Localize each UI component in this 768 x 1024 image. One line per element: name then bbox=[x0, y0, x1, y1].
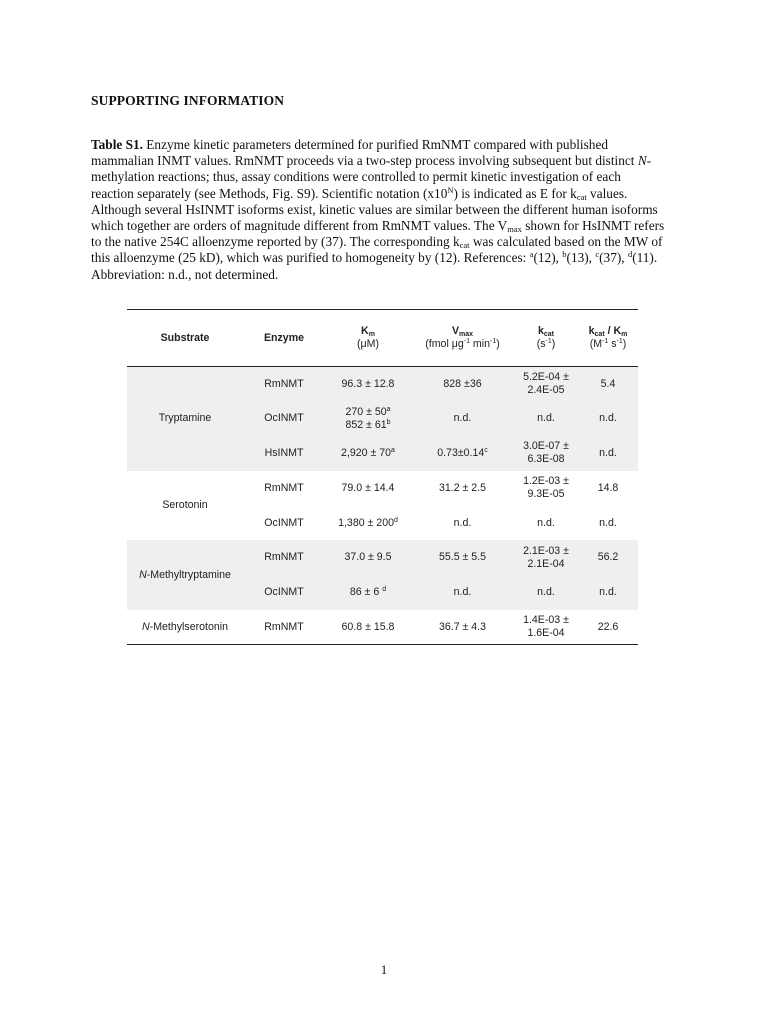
header-kcat-unit: ) bbox=[551, 338, 556, 350]
substrate-name: -Methyltryptamine bbox=[146, 568, 231, 581]
kcat-cell: n.d. bbox=[514, 575, 578, 610]
header-vmax-unit: (fmol μg bbox=[425, 338, 464, 350]
kcat-cell bbox=[514, 471, 578, 506]
vmax-cell: n.d. bbox=[411, 575, 514, 610]
header-vmax-symbol: V bbox=[451, 325, 460, 337]
km-line bbox=[329, 406, 407, 419]
caption-text: Enzyme kinetic parameters determined for purified RmNMT compared with published mammalian INMT values. RmNMT proceeds via a two-step process involving subsequent but distinct bbox=[91, 137, 638, 169]
caption-text: (13), bbox=[566, 250, 596, 266]
caption-sub: cat bbox=[576, 191, 587, 202]
kcat-cell: n.d. bbox=[537, 516, 555, 529]
substrate-cell bbox=[127, 471, 243, 541]
ref-marker: d bbox=[393, 516, 398, 524]
header-ratio-sup: -1 bbox=[616, 338, 623, 345]
caption-sub: cat bbox=[459, 240, 470, 251]
header-substrate: Substrate bbox=[160, 331, 210, 344]
enzyme-cell: RmNMT bbox=[264, 481, 304, 494]
header-ratio-sub: cat bbox=[594, 331, 605, 338]
kcat-line: 2.1E-04 bbox=[527, 557, 565, 570]
header-kcat-sub: cat bbox=[543, 331, 555, 338]
ratio-cell: n.d. bbox=[599, 516, 617, 529]
substrate-cell bbox=[127, 367, 243, 471]
header-ratio bbox=[578, 310, 638, 367]
header-vmax-unit: ) bbox=[496, 338, 500, 350]
kcat-line: 3.0E-07 ± bbox=[523, 440, 569, 453]
ratio-cell: 56.2 bbox=[578, 540, 638, 575]
caption-italic: N bbox=[637, 153, 647, 169]
header-ratio-unit: ) bbox=[622, 338, 627, 350]
ref-marker: a bbox=[529, 249, 534, 260]
enzyme-cell: RmNMT bbox=[243, 540, 325, 575]
enzyme-cell: RmNMT bbox=[264, 620, 304, 633]
enzyme-cell: OcINMT bbox=[264, 516, 304, 529]
ref-marker: a bbox=[386, 405, 391, 413]
header-km-symbol: K bbox=[361, 325, 369, 337]
km-line bbox=[329, 419, 407, 432]
substrate-name: -Methylserotonin bbox=[149, 620, 228, 633]
substrate-cell bbox=[127, 610, 243, 645]
header-ratio-sub: m bbox=[621, 331, 628, 338]
header-vmax-unit: min bbox=[469, 338, 490, 350]
caption-text: -methylation reactions; thus, assay conditions were controlled to permit kinetic investigation of each reaction separately (see Methods, Fig. S9). Scientific notation (x10 bbox=[91, 153, 652, 201]
header-ratio-symbol: k bbox=[588, 325, 595, 337]
caption-text: (37), bbox=[599, 250, 628, 266]
ref-marker: d bbox=[627, 249, 633, 260]
vmax-value: 0.73±0.14 bbox=[437, 446, 485, 459]
caption-sup: N bbox=[447, 184, 454, 195]
header-km-unit: (μM) bbox=[357, 338, 379, 350]
header-kcat-symbol: k bbox=[537, 325, 544, 337]
table-caption bbox=[91, 137, 666, 283]
section-heading: SUPPORTING INFORMATION bbox=[91, 93, 285, 108]
header-km-sub: m bbox=[368, 331, 375, 338]
ref-marker: b bbox=[386, 418, 391, 426]
table-header-row bbox=[127, 310, 638, 367]
caption-text: ) is indicated as E for k bbox=[453, 185, 577, 201]
ratio-cell: n.d. bbox=[578, 436, 638, 471]
caption-text: (12), bbox=[533, 250, 563, 266]
km-cell: 60.8 ± 15.8 bbox=[341, 620, 395, 633]
ref-marker: d bbox=[382, 586, 387, 594]
kcat-line: 5.2E-04 ± bbox=[523, 371, 569, 384]
caption-text: was calculated based on the MW of this alloenzyme (25 kD), which was purified to homogeneity by (12). References: bbox=[91, 234, 663, 266]
header-kcat-sup: -1 bbox=[545, 338, 552, 345]
ref-marker: a bbox=[391, 446, 395, 454]
header-vmax-sub: max bbox=[459, 331, 474, 338]
ref-marker: b bbox=[562, 249, 567, 260]
header-kcat bbox=[514, 310, 578, 367]
enzyme-cell: HsINMT bbox=[243, 436, 325, 471]
km-cell: 79.0 ± 14.4 bbox=[341, 481, 395, 494]
header-ratio-unit: (M bbox=[589, 338, 603, 350]
km-cell: 96.3 ± 12.8 bbox=[325, 367, 411, 402]
vmax-cell: 31.2 ± 2.5 bbox=[438, 481, 487, 494]
substrate-italic: N bbox=[139, 568, 147, 581]
km-value: 852 ± 61 bbox=[345, 418, 387, 431]
caption-label: Table S1. bbox=[91, 137, 143, 152]
header-vmax bbox=[411, 310, 514, 367]
kcat-line: 2.1E-03 ± bbox=[523, 544, 569, 557]
kcat-cell bbox=[514, 367, 578, 402]
substrate-cell bbox=[127, 540, 243, 610]
header-kcat-unit: (s bbox=[536, 338, 546, 350]
kcat-line: 6.3E-08 bbox=[527, 453, 565, 466]
header-km bbox=[325, 310, 411, 367]
kcat-line: 1.2E-03 ± bbox=[523, 475, 569, 488]
header-ratio-symbol: / K bbox=[604, 325, 622, 337]
header-vmax-sup: -1 bbox=[489, 338, 497, 345]
page-number: 1 bbox=[380, 962, 388, 977]
caption-text: (11). Abbreviation: n.d., not determined. bbox=[91, 250, 658, 282]
header-ratio-sup: -1 bbox=[602, 338, 609, 345]
km-cell bbox=[325, 575, 411, 610]
kcat-line: 2.4E-05 bbox=[527, 384, 565, 397]
caption-text: shown for HsINMT refers to the native 254C alloenzyme reported by (37). The corresponding k bbox=[91, 218, 665, 250]
km-cell bbox=[325, 436, 411, 471]
kcat-cell bbox=[514, 540, 578, 575]
km-value: 86 ± 6 bbox=[349, 586, 383, 599]
caption-sub: max bbox=[507, 224, 522, 235]
substrate-name: Tryptamine bbox=[158, 412, 212, 425]
enzyme-cell: OcINMT bbox=[243, 401, 325, 436]
substrate-name: Serotonin bbox=[162, 499, 208, 512]
table-row bbox=[127, 367, 638, 402]
table-row bbox=[127, 610, 638, 645]
kcat-line: 9.3E-05 bbox=[527, 488, 565, 501]
ratio-cell: n.d. bbox=[578, 575, 638, 610]
ratio-cell: 5.4 bbox=[578, 367, 638, 402]
vmax-cell: n.d. bbox=[453, 516, 472, 529]
ratio-cell: n.d. bbox=[578, 401, 638, 436]
vmax-cell: 55.5 ± 5.5 bbox=[411, 540, 514, 575]
caption-text: values. Although several HsINMT isoforms exist, kinetic values are similar between the different human isoforms which together are orders of magnitude different from RmNMT values. The V bbox=[91, 185, 658, 234]
vmax-cell: 36.7 ± 4.3 bbox=[438, 620, 487, 633]
ref-marker: c bbox=[595, 249, 600, 260]
ref-marker: c bbox=[484, 446, 488, 454]
enzyme-cell: RmNMT bbox=[243, 367, 325, 402]
substrate-italic: N bbox=[142, 620, 150, 633]
km-cell: 37.0 ± 9.5 bbox=[325, 540, 411, 575]
km-value: 1,380 ± 200 bbox=[338, 516, 394, 529]
header-ratio-unit: s bbox=[608, 338, 617, 350]
vmax-cell: n.d. bbox=[411, 401, 514, 436]
km-cell bbox=[325, 506, 411, 541]
kcat-line: 1.6E-04 bbox=[527, 627, 565, 640]
enzyme-cell: OcINMT bbox=[243, 575, 325, 610]
kcat-line: 1.4E-03 ± bbox=[523, 614, 569, 627]
header-vmax-sup: -1 bbox=[463, 338, 470, 345]
table-row bbox=[127, 540, 638, 575]
kinetics-table bbox=[127, 309, 638, 645]
kcat-cell bbox=[514, 610, 578, 645]
km-value: 2,920 ± 70 bbox=[341, 446, 392, 459]
vmax-cell: 828 ±36 bbox=[411, 367, 514, 402]
header-enzyme: Enzyme bbox=[263, 331, 305, 344]
km-value: 270 ± 50 bbox=[345, 405, 387, 418]
kcat-cell bbox=[514, 436, 578, 471]
ratio-cell: 22.6 bbox=[597, 620, 619, 633]
ratio-cell: 14.8 bbox=[597, 481, 619, 494]
vmax-cell bbox=[411, 436, 514, 471]
table-row bbox=[127, 471, 638, 506]
kcat-cell: n.d. bbox=[514, 401, 578, 436]
km-cell bbox=[325, 401, 411, 436]
